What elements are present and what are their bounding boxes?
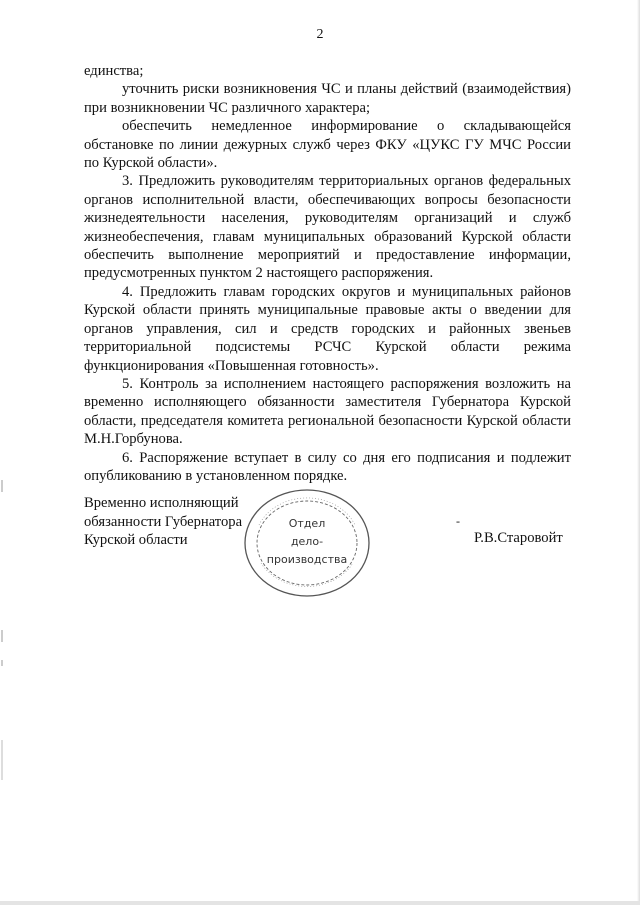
scan-margin-marks	[0, 480, 6, 780]
paragraph: 6. Распоряжение вступает в силу со дня его подписания и подлежит опубликованию в установленном порядке.	[84, 449, 571, 484]
paragraph: обеспечить немедленное информирование о складывающейся обстановке по линии дежурных служб через ФКУ «ЦУКС ГУ МЧС России по Курской области».	[84, 118, 571, 172]
page-number: 2	[316, 27, 324, 42]
paragraph: 4. Предложить главам городских округов и муниципальных районов Курской области принять муниципальные правовые акты о введении для органов управления, сил и средств городских и районных звеньев территориальной подсистемы РСЧС Курской области режима функционирования «Повышенная готовность».	[84, 283, 571, 374]
signatory-position-line: Временно исполняющий	[84, 495, 239, 511]
signatory-position-line: обязанности Губернатора	[84, 513, 243, 530]
paragraph: единства;	[84, 63, 144, 79]
stamp-line: дело-	[290, 535, 324, 548]
page-bottom-edge	[0, 901, 640, 905]
paragraph: 3. Предложить руководителям территориальных органов федеральных органов исполнительной власти, обеспечивающих вопросы безопасности жизнедеятельности населения, руководителям организаций и служб жизнеобеспечения, главам муниципальных образований Курской области обеспечить выполнение мероприятий и предоставление информации, предусмотренных пунктом 2 настоящего распоряжения.	[84, 173, 571, 282]
signature-mark: -	[456, 514, 460, 528]
signatory-position-line: Курской области	[84, 532, 188, 549]
office-stamp	[241, 487, 373, 599]
signatory-position	[84, 494, 242, 550]
stamp-line: Отдел	[288, 517, 326, 530]
stamp-line: производства	[266, 553, 348, 566]
paragraph: уточнить риски возникновения ЧС и планы действий (взаимодействия) при возникновении ЧС различного характера;	[84, 81, 571, 116]
document-body	[84, 62, 571, 485]
signatory-name: Р.В.Старовойт	[474, 530, 563, 546]
paragraph: 5. Контроль за исполнением настоящего распоряжения возложить на временно исполняющего обязанности заместителя Губернатора Курской области, председателя комитета региональной безопасности Курской области М.Н.Горбунова.	[84, 375, 571, 448]
